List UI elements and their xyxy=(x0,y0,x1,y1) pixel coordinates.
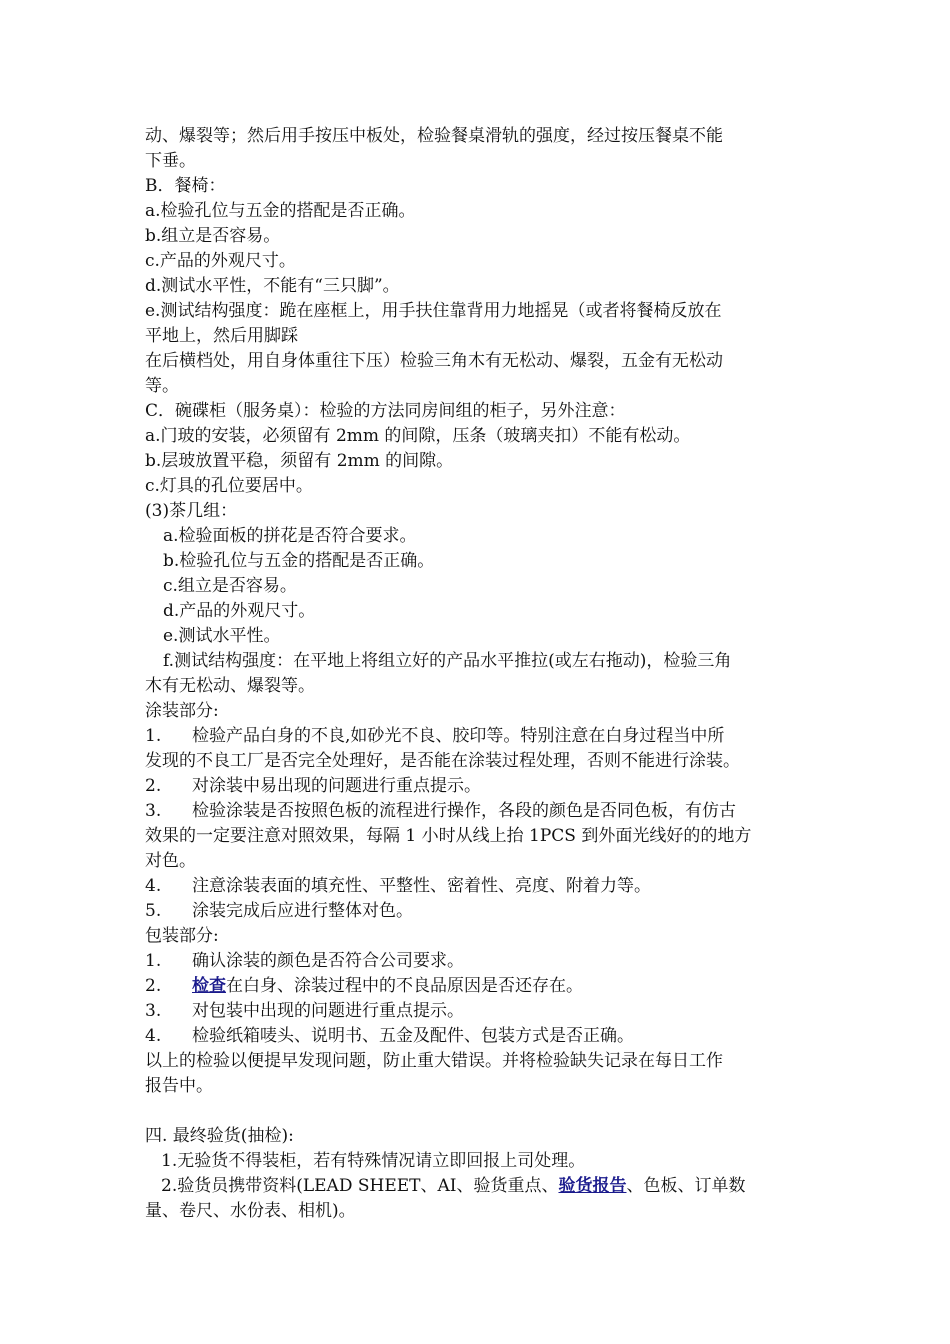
chair-item-e-line-1: e.测试结构强度：跪在座框上，用手扶住靠背用力地摇晃（或者将餐椅反放在 xyxy=(145,301,722,321)
inspection-report-link[interactable]: 验货报告 xyxy=(558,1176,627,1196)
packing-item-1 xyxy=(145,949,815,974)
coffee-table-item-d: d.产品的外观尺寸。 xyxy=(163,601,316,621)
packing-heading: 包装部分: xyxy=(145,926,219,946)
dining-table-text-line-1: 动、爆裂等；然后用手按压中板处，检验餐桌滑轨的强度，经过按压餐桌不能 xyxy=(145,126,723,146)
coating-item-5 xyxy=(145,899,815,924)
chair-heading: B．餐椅： xyxy=(145,176,226,196)
packing-item-2 xyxy=(145,974,815,999)
list-number: 4. xyxy=(145,876,162,896)
coffee-table-heading: (3)茶几组： xyxy=(145,501,238,521)
chair-item-d: d.测试水平性，不能有“三只脚”。 xyxy=(145,276,400,296)
chair-item-a: a.检验孔位与五金的搭配是否正确。 xyxy=(145,201,416,221)
coating-item-2 xyxy=(145,774,815,799)
list-number: 5. xyxy=(145,901,162,921)
coating-item-3-line-2: 效果的一定要注意对照效果，每隔 1 小时从线上抬 1PCS 到外面光线好的的地方 xyxy=(145,826,752,846)
coffee-table-item-a: a.检验面板的拼花是否符合要求。 xyxy=(163,526,417,546)
list-number: 1. xyxy=(145,951,162,971)
document-body xyxy=(145,124,815,1224)
coating-heading: 涂装部分: xyxy=(145,701,219,721)
final-item-2-text-after: 、色板、订单数 xyxy=(626,1176,746,1196)
coffee-table-item-f-line-2: 木有无松动、爆裂等。 xyxy=(145,676,315,696)
cabinet-heading: C．碗碟柜（服务桌）：检验的方法同房间组的柜子，另外注意： xyxy=(145,401,626,421)
cabinet-item-a: a.门玻的安装，必须留有 2mm 的间隙，压条（玻璃夹扣）不能有松动。 xyxy=(145,426,691,446)
blank-line xyxy=(145,1099,815,1124)
list-number: 4. xyxy=(145,1026,162,1046)
packing-item-3 xyxy=(145,999,815,1024)
coffee-table-item-e: e.测试水平性。 xyxy=(163,626,281,646)
list-number: 2. xyxy=(145,976,162,996)
chair-item-b: b.组立是否容易。 xyxy=(145,226,281,246)
coating-item-4-text: 注意涂装表面的填充性、平整性、密着性、亮度、附着力等。 xyxy=(192,876,651,896)
final-inspection-heading: 四. 最终验货(抽检): xyxy=(145,1126,294,1146)
coating-item-3 xyxy=(145,799,815,824)
coffee-table-item-c: c.组立是否容易。 xyxy=(163,576,297,596)
final-item-1: 1.无验货不得装柜，若有特殊情况请立即回报上司处理。 xyxy=(161,1151,586,1171)
packing-item-2-text: 在白身、涂装过程中的不良品原因是否还存在。 xyxy=(226,976,583,996)
packing-summary-line-2: 报告中。 xyxy=(145,1076,213,1096)
dining-table-text-line-2: 下垂。 xyxy=(145,151,196,171)
list-number: 2. xyxy=(145,776,162,796)
final-item-2-text-before: 2.验货员携带资料(LEAD SHEET、AI、验货重点、 xyxy=(161,1176,559,1196)
check-link[interactable]: 检查 xyxy=(192,976,226,996)
chair-item-e-line-3: 在后横档处，用自身体重往下压）检验三角木有无松动、爆裂，五金有无松动 xyxy=(145,351,723,371)
chair-item-c: c.产品的外观尺寸。 xyxy=(145,251,296,271)
list-number: 3. xyxy=(145,801,162,821)
coating-item-1-text: 检验产品白身的不良,如砂光不良、胶印等。特别注意在白身过程当中所 xyxy=(192,726,725,746)
coffee-table-item-b: b.检验孔位与五金的搭配是否正确。 xyxy=(163,551,435,571)
list-number: 1. xyxy=(145,726,162,746)
list-number: 3. xyxy=(145,1001,162,1021)
coating-item-1-line-2: 发现的不良工厂是否完全处理好，是否能在涂装过程处理，否则不能进行涂装。 xyxy=(145,751,740,771)
packing-item-3-text: 对包装中出现的问题进行重点提示。 xyxy=(192,1001,464,1021)
final-item-2-line-2: 量、卷尺、水份表、相机)。 xyxy=(145,1201,356,1221)
coating-item-4 xyxy=(145,874,815,899)
cabinet-item-b: b.层玻放置平稳，须留有 2mm 的间隙。 xyxy=(145,451,454,471)
final-item-2 xyxy=(145,1174,815,1199)
coffee-table-item-f-line-1: f.测试结构强度：在平地上将组立好的产品水平推拉(或左右拖动)，检验三角 xyxy=(163,651,732,671)
coating-item-3-line-3: 对色。 xyxy=(145,851,196,871)
coating-item-5-text: 涂装完成后应进行整体对色。 xyxy=(192,901,413,921)
chair-item-e-line-4: 等。 xyxy=(145,376,179,396)
coating-item-3-text: 检验涂装是否按照色板的流程进行操作，各段的颜色是否同色板，有仿古 xyxy=(192,801,736,821)
cabinet-item-c: c.灯具的孔位要居中。 xyxy=(145,476,313,496)
packing-item-4 xyxy=(145,1024,815,1049)
packing-summary-line-1: 以上的检验以便提早发现问题，防止重大错误。并将检验缺失记录在每日工作 xyxy=(145,1051,723,1071)
packing-item-1-text: 确认涂装的颜色是否符合公司要求。 xyxy=(192,951,464,971)
coating-item-1 xyxy=(145,724,815,749)
chair-item-e-line-2: 平地上，然后用脚踩 xyxy=(145,326,298,346)
packing-item-4-text: 检验纸箱唛头、说明书、五金及配件、包装方式是否正确。 xyxy=(192,1026,634,1046)
coating-item-2-text: 对涂装中易出现的问题进行重点提示。 xyxy=(192,776,481,796)
